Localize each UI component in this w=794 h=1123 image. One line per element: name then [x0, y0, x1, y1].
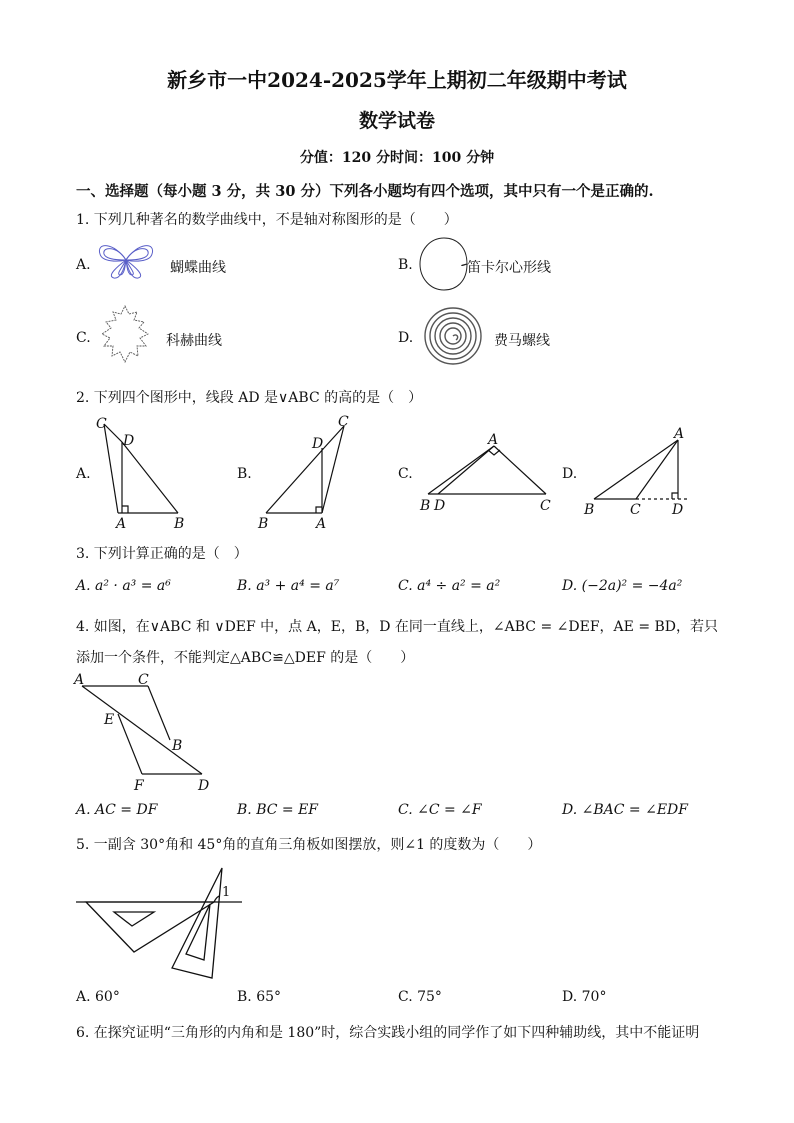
- q4-point-f: F: [134, 778, 144, 794]
- q1-option-a-label: 蝴蝶曲线: [170, 260, 226, 276]
- section-heading: 一、选择题（每小题 3 分，共 30 分）下列各小题均有四个选项，其中只有一个是正确的.: [76, 183, 654, 200]
- q2b-point-a: A: [316, 516, 327, 530]
- q4-point-c: C: [138, 672, 149, 688]
- q2c-point-c: C: [540, 498, 551, 514]
- q5-option-d: D. 70°: [562, 989, 607, 1005]
- exam-title: 新乡市一中2024-2025学年上期初二年级期中考试: [167, 68, 627, 92]
- q4-stem-line1: 4. 如图，在∨ABC 和 ∨DEF 中，点 A，E，B，D 在同一直线上，∠ABC = ∠DEF，AE = BD，若只: [76, 619, 719, 635]
- q4-stem-line2: 添加一个条件，不能判定△ABC≌△DEF 的是（ ）: [76, 650, 415, 666]
- q2-figure-a: [90, 412, 200, 530]
- q2c-point-a: A: [488, 432, 499, 448]
- q1-option-c-label: 科赫曲线: [166, 333, 222, 349]
- q2d-point-c: C: [630, 502, 641, 518]
- q1-option-c-letter: C.: [76, 330, 91, 346]
- q5-option-a: A. 60°: [76, 989, 120, 1005]
- q3-option-d: D. (−2a)² = −4a²: [562, 578, 683, 594]
- exam-subtitle: 数学试卷: [358, 110, 435, 132]
- q2b-point-d: D: [312, 436, 324, 452]
- q4-point-b: B: [172, 738, 183, 754]
- q5-option-b: B. 65°: [237, 989, 282, 1005]
- fermat-spiral-figure: [420, 305, 486, 367]
- q2a-point-c: C: [96, 416, 107, 432]
- q1-option-b-letter: B.: [398, 257, 413, 273]
- q4-point-d: D: [198, 778, 210, 794]
- q5-set-squares-figure: [74, 858, 249, 980]
- q2c-point-b: B: [420, 498, 431, 514]
- cardioid-figure: [418, 236, 470, 292]
- q2d-point-d: D: [672, 502, 684, 518]
- q4-point-e: E: [104, 712, 115, 728]
- q1-option-d-letter: D.: [398, 330, 414, 346]
- q6-stem: 6. 在探究证明“三角形的内角和是 180”时，综合实践小组的同学作了如下四种辅助线，其中不能证明: [76, 1025, 700, 1041]
- q1-option-d-label: 费马螺线: [494, 333, 550, 349]
- q5-stem: 5. 一副含 30°角和 45°角的直角三角板如图摆放，则∠1 的度数为（ ）: [76, 837, 542, 853]
- q4-point-a: A: [74, 672, 85, 688]
- q2-figure-d: [578, 422, 698, 522]
- q2-stem: 2. 下列四个图形中，线段 AD 是∨ABC 的高的是（ ）: [76, 390, 423, 406]
- q4-option-b: B. BC = EF: [237, 802, 319, 818]
- q3-option-c: C. a⁴ ÷ a² = a²: [398, 578, 501, 594]
- q2-option-d-letter: D.: [562, 466, 578, 482]
- q2-option-a-letter: A.: [76, 466, 91, 482]
- q2-option-c-letter: C.: [398, 466, 413, 482]
- q1-stem: 1. 下列几种著名的数学曲线中，不是轴对称图形的是（ ）: [76, 212, 458, 228]
- q4-option-a: A. AC = DF: [76, 802, 158, 818]
- q4-option-c: C. ∠C = ∠F: [398, 802, 482, 818]
- exam-meta: 分值：120 分时间：100 分钟: [299, 150, 495, 166]
- q2-figure-b: [252, 412, 362, 530]
- q2d-point-a: A: [674, 426, 685, 442]
- q2c-point-d: D: [434, 498, 446, 514]
- q3-option-b: B. a³ + a⁴ = a⁷: [237, 578, 340, 594]
- q5-angle-1-label: 1: [222, 885, 231, 900]
- q2d-point-b: B: [584, 502, 595, 518]
- butterfly-curve-figure: [94, 240, 158, 280]
- q4-option-d: D. ∠BAC = ∠EDF: [562, 802, 688, 818]
- q2-figure-c: [414, 428, 559, 518]
- q1-option-b-label: 笛卡尔心形线: [467, 260, 551, 276]
- q3-option-a: A. a² · a³ = a⁶: [76, 578, 171, 594]
- koch-snowflake-figure: [92, 304, 158, 368]
- q2b-point-b: B: [258, 516, 269, 530]
- q2a-point-d: D: [123, 433, 135, 449]
- q1-option-a-letter: A.: [76, 257, 91, 273]
- q5-option-c: C. 75°: [398, 989, 442, 1005]
- q4-figure: [70, 670, 220, 796]
- q2a-point-a: A: [116, 516, 127, 530]
- q2-option-b-letter: B.: [237, 466, 252, 482]
- q3-stem: 3. 下列计算正确的是（ ）: [76, 546, 248, 562]
- q2a-point-b: B: [174, 516, 185, 530]
- q2b-point-c: C: [338, 414, 349, 430]
